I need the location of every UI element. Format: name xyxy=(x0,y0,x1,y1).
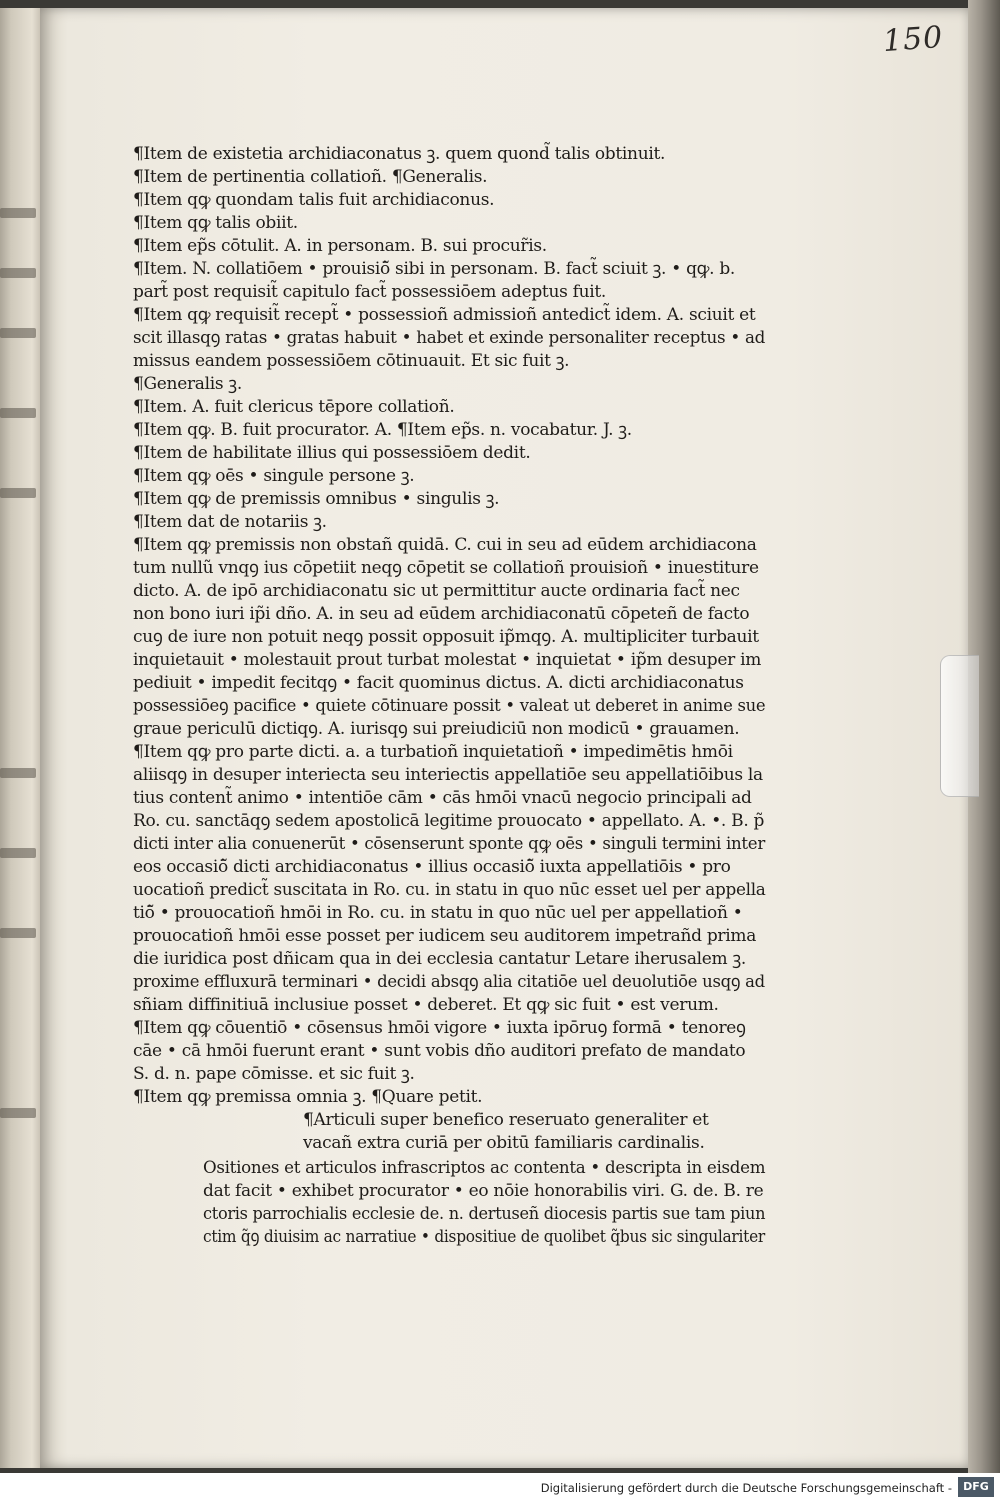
text-line: scit illasqꝯ ratas • gratas habuit • habet et exinde personaliter receptus • ad xyxy=(133,328,766,348)
text-line: tum nullũ vnqꝯ ius cōpetiit neqꝯ cōpetit se collatioñ prouisioñ • inuestiture xyxy=(133,558,759,578)
text-line: tiō̃ • prouocatioñ hmōi in Ro. cu. in statu in quo nūc uel per appellatioñ • xyxy=(133,903,743,923)
text-line: ¶Item de existetia archidiaconatus ꝫ. quem quond̃ talis obtinuit. xyxy=(133,144,666,164)
text-line: ¶Item ep̃s cōtulit. A. in personam. B. sui procur̃is. xyxy=(133,236,547,256)
prev-page-text-fragment xyxy=(0,268,36,278)
text-line: eos occasiō̃ dicti archidiaconatus • illius occasiō̃ iuxta appellatiōis • pro xyxy=(133,857,731,877)
dfg-logo: DFG xyxy=(958,1477,994,1497)
text-line: tius content̃ animo • intentiōe cām • cās hmōi vnacū negocio principali ad xyxy=(133,788,752,808)
text-line: vacañ extra curiā per obitū familiaris cardinalis. xyxy=(303,1133,705,1153)
text-line: ¶Item qꝙ quondam talis fuit archidiaconus. xyxy=(133,190,495,210)
text-line: ¶Item qꝙ talis obiit. xyxy=(133,213,298,233)
prev-page-text-fragment xyxy=(0,928,36,938)
text-line: Ro. cu. sanctāqꝯ sedem apostolicā legitime prouocato • appellato. A. •. B. p̃ xyxy=(133,811,765,831)
text-line: die iuridica post dñicam qua in dei ecclesia cantatur Letare iherusalem ꝫ. xyxy=(133,949,746,969)
text-line: ¶Item qꝙ requisit̃ recept̃ • possessioñ admissioñ antedict̃ idem. A. sciuit et xyxy=(133,305,756,325)
text-line: cuꝯ de iure non potuit neqꝯ possit opposuit ip̃mqꝯ. A. multipliciter turbauit xyxy=(133,627,759,647)
text-line: ctim q̃ꝯ diuisim ac narratiue • dispositiue de quolibet q̃bus sic singulariter xyxy=(203,1227,766,1247)
text-line: ¶Item qꝙ cōuentiō • cōsensus hmōi vigore • iuxta ipōruꝯ formā • tenoreꝯ xyxy=(133,1018,746,1038)
text-line: S. d. n. pape cōmisse. et sic fuit ꝫ. xyxy=(133,1064,415,1084)
prev-page-text-fragment xyxy=(0,328,36,338)
text-line: ¶Item qꝙ de premissis omnibus • singulis ꝫ. xyxy=(133,489,500,509)
text-line: non bono iuri ip̃i dño. A. in seu ad eūdem archidiaconatū cōpeteñ de facto xyxy=(133,604,750,624)
text-line: cāe • cā hmōi fuerunt erant • sunt vobis dño auditori prefato de mandato xyxy=(133,1041,746,1061)
prev-page-text-fragment xyxy=(0,408,36,418)
text-line: ctoris parrochialis ecclesie de. n. dertuseñ diocesis partis sue tam piun xyxy=(203,1204,766,1224)
text-line: missus eandem possessiōem cōtinuauit. Et sic fuit ꝫ. xyxy=(133,351,570,371)
prev-page-text-fragment xyxy=(0,488,36,498)
text-line: ¶Item qꝙ premissis non obstañ quidā. C. cui in seu ad eūdem archidiacona xyxy=(133,535,757,555)
text-line: ¶Item qꝙ pro parte dicti. a. a turbatioñ inquietatioñ • impedimētis hmōi xyxy=(133,742,733,762)
text-line: aliisqꝯ in desuper interiecta seu interiectis appellatiōe seu appellatiōibus la xyxy=(133,765,763,785)
folio-number: 150 xyxy=(881,19,945,60)
text-line: part̃ post requisit̃ capitulo fact̃ possessiōem adeptus fuit. xyxy=(133,282,607,302)
text-line: inquietauit • molestauit prout turbat molestat • inquietat • ip̃m desuper im xyxy=(133,650,762,670)
text-line: proxime effluxurā terminari • decidi absqꝯ alia citatiōe uel deuolutiōe usqꝯ ad xyxy=(133,972,765,992)
clip-tab xyxy=(940,655,979,797)
text-line: graue periculū dictiqꝯ. A. iurisqꝯ sui preiudiciū non modicū • grauamen. xyxy=(133,719,740,739)
digitization-credit: Digitalisierung gefördert durch die Deutsche Forschungsgemeinschaft - xyxy=(540,1481,952,1495)
text-line: ¶Item de pertinentia collatioñ. ¶Generalis. xyxy=(133,167,488,187)
prev-page-text-fragment xyxy=(0,848,36,858)
text-line: dat facit • exhibet procurator • eo nōie honorabilis viri. G. de. B. re xyxy=(203,1181,764,1201)
text-line: dicto. A. de ipō archidiaconatu sic ut permittitur aucte ordinaria fact̃ nec xyxy=(133,581,740,601)
text-line: ¶Generalis ꝫ. xyxy=(133,374,242,394)
text-line: uocatioñ predict̃ suscitata in Ro. cu. in statu in quo nūc esset uel per appella xyxy=(133,880,766,900)
prev-page-text-fragment xyxy=(0,768,36,778)
text-line: ¶Item de habilitate illius qui possessiōem dedit. xyxy=(133,443,531,463)
text-line: ¶Item qꝙ premissa omnia ꝫ. ¶Quare petit. xyxy=(133,1087,483,1107)
prev-page-text-fragment xyxy=(0,208,36,218)
text-line: ¶Item. A. fuit clericus tēpore collatioñ. xyxy=(133,397,455,417)
text-line: pediuit • impedit fecitqꝯ • facit quominus dictus. A. dicti archidiaconatus xyxy=(133,673,744,693)
text-line: dicti inter alia conuenerūt • cōsenserunt sponte qꝙ oēs • singuli termini inter xyxy=(133,834,765,854)
text-line: sñiam diffinitiuā inclusiue posset • deberet. Et qꝙ sic fuit • est verum. xyxy=(133,995,719,1015)
text-line: ¶Articuli super benefico reseruato generaliter et xyxy=(303,1110,709,1130)
text-line: prouocatioñ hmōi esse posset per iudicem seu auditorem impetrañd prima xyxy=(133,926,757,946)
text-line: ¶Item qꝙ oēs • singule persone ꝫ. xyxy=(133,466,415,486)
text-line: Ositiones et articulos infrascriptos ac contenta • descripta in eisdem xyxy=(203,1158,766,1178)
text-line: ¶Item qꝙ. B. fuit procurator. A. ¶Item ep̃s. n. vocabatur. J. ꝫ. xyxy=(133,420,632,440)
text-line: ¶Item dat de notariis ꝫ. xyxy=(133,512,327,532)
prev-page-text-fragment xyxy=(0,1108,36,1118)
text-line: possessiōeꝯ pacifice • quiete cōtinuare possit • valeat ut deberet in anime sue xyxy=(133,696,766,716)
text-line: ¶Item. N. collatiōem • prouisiō̃ sibi in personam. B. fact̃ sciuit ꝫ. • qꝙ. b. xyxy=(133,259,736,279)
